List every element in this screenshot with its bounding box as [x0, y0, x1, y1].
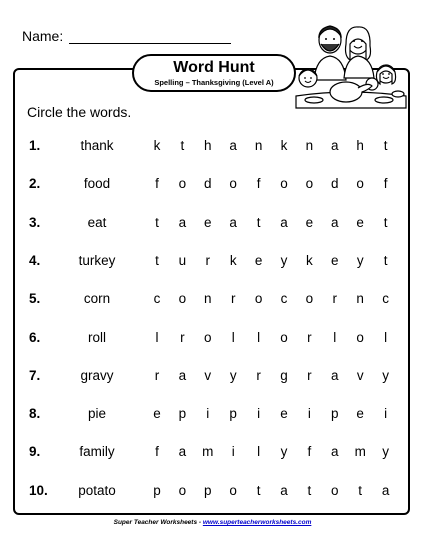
hunt-letter[interactable]: p [331, 406, 339, 422]
name-label: Name: [22, 28, 64, 44]
hunt-letter[interactable]: d [204, 176, 212, 192]
hunt-letter[interactable]: e [254, 252, 263, 268]
hunt-letter[interactable]: a [381, 482, 390, 498]
instructions: Circle the words. [27, 104, 132, 120]
target-word: roll [87, 329, 106, 345]
hunt-letter[interactable]: o [280, 329, 288, 345]
hunt-letter[interactable]: t [180, 138, 185, 153]
hunt-letter[interactable]: a [280, 482, 288, 498]
footer-url-link[interactable]: www.superteacherworksheets.com [202, 519, 312, 526]
hunt-letter[interactable]: n [356, 291, 364, 307]
hunt-letter[interactable]: o [178, 176, 187, 192]
hunt-letter[interactable]: e [204, 214, 212, 230]
target-word: pie [87, 406, 106, 422]
hunt-letter[interactable]: n [254, 138, 263, 153]
hunt-letter[interactable]: o [305, 176, 314, 192]
hunt-letter[interactable]: r [154, 367, 160, 383]
hunt-letter[interactable]: o [305, 291, 314, 307]
name-row [22, 28, 231, 44]
word-row [0, 176, 425, 196]
target-word: potato [78, 482, 116, 498]
word-row [0, 406, 425, 426]
target-word: corn [83, 291, 111, 307]
row-number: 8. [29, 406, 41, 422]
hunt-letter[interactable]: o [204, 329, 212, 345]
hunt-letter[interactable]: r [256, 367, 261, 383]
hunt-letter[interactable]: k [280, 138, 288, 153]
hunt-letter[interactable]: y [382, 444, 389, 460]
target-word: thank [80, 138, 114, 153]
hunt-letter[interactable]: l [155, 329, 159, 345]
hunt-letter[interactable]: p [153, 482, 161, 498]
hunt-letter[interactable]: m [202, 444, 214, 460]
hunt-letter[interactable]: t [383, 214, 388, 230]
hunt-letter[interactable]: a [178, 367, 187, 383]
footer-brand: Super Teacher Worksheets [113, 519, 198, 526]
hunt-letter[interactable]: t [155, 252, 159, 268]
hunt-letter[interactable]: t [383, 138, 388, 153]
target-word: eat [87, 214, 107, 230]
row-number: 4. [29, 252, 41, 268]
title-box [132, 54, 296, 92]
hunt-letter[interactable]: i [384, 406, 388, 422]
hunt-letter[interactable]: l [333, 329, 337, 345]
hunt-letter[interactable]: a [331, 367, 339, 383]
hunt-letter[interactable]: c [382, 291, 389, 307]
hunt-letter[interactable]: y [356, 252, 364, 268]
hunt-letter[interactable]: l [384, 329, 388, 345]
hunt-letter[interactable]: i [257, 406, 261, 422]
hunt-letter[interactable]: e [331, 252, 339, 268]
target-word: family [79, 444, 115, 460]
hunt-letter[interactable]: e [153, 406, 161, 422]
hunt-letter[interactable]: e [356, 214, 364, 230]
name-line [69, 29, 231, 44]
word-row [0, 253, 425, 273]
target-word: turkey [78, 252, 116, 268]
word-row [0, 444, 425, 464]
hunt-letter[interactable]: y [382, 367, 389, 383]
word-row [0, 291, 425, 311]
hunt-letter[interactable]: y [280, 252, 288, 268]
hunt-letter[interactable]: u [178, 252, 187, 268]
hunt-letter[interactable]: o [280, 176, 288, 192]
hunt-letter[interactable]: r [332, 291, 338, 307]
footer-separator: - [197, 519, 203, 526]
row-number: 9. [29, 444, 41, 460]
hunt-letter[interactable]: h [204, 138, 212, 153]
hunt-letter[interactable]: a [229, 138, 237, 153]
family-dinner-illustration [290, 18, 410, 110]
hunt-letter[interactable]: t [155, 214, 159, 230]
hunt-letter[interactable]: i [231, 444, 235, 460]
target-word: food [83, 176, 111, 192]
hunt-letter[interactable]: l [257, 329, 261, 345]
hunt-letter[interactable]: r [307, 367, 312, 383]
hunt-letter[interactable]: i [307, 406, 311, 422]
hunt-letter[interactable]: k [306, 252, 313, 268]
hunt-letter[interactable]: a [229, 214, 237, 230]
hunt-letter[interactable]: l [231, 329, 235, 345]
row-number: 5. [29, 291, 41, 307]
hunt-letter[interactable]: p [204, 482, 212, 498]
word-row [0, 368, 425, 388]
hunt-letter[interactable]: o [331, 482, 339, 498]
hunt-letter[interactable]: a [178, 214, 187, 230]
hunt-letter[interactable]: v [204, 367, 212, 383]
hunt-letter[interactable]: r [230, 291, 236, 307]
hunt-letter[interactable]: o [229, 482, 237, 498]
hunt-letter[interactable]: p [178, 406, 187, 422]
target-word: gravy [80, 367, 114, 383]
hunt-letter[interactable]: o [229, 176, 237, 192]
hunt-letter[interactable]: v [356, 367, 364, 383]
hunt-letter[interactable]: r [205, 252, 211, 268]
row-number: 1. [29, 138, 41, 153]
word-row [0, 215, 425, 235]
hunt-letter[interactable]: t [307, 482, 312, 498]
hunt-letter[interactable]: o [178, 291, 187, 307]
hunt-letter[interactable]: d [331, 176, 339, 192]
hunt-letter[interactable]: k [153, 138, 161, 153]
hunt-letter[interactable]: a [331, 444, 339, 460]
hunt-letter[interactable]: a [280, 214, 288, 230]
hunt-letter[interactable]: p [229, 406, 237, 422]
hunt-letter[interactable]: o [254, 291, 263, 307]
word-row [0, 483, 425, 503]
worksheet-title: Word Hunt [173, 59, 255, 76]
hunt-letter[interactable]: t [256, 214, 261, 230]
word-row [0, 138, 425, 158]
hunt-letter[interactable]: o [178, 482, 187, 498]
hunt-letter[interactable]: e [305, 214, 314, 230]
hunt-letter[interactable]: k [229, 252, 237, 268]
hunt-letter[interactable]: a [331, 214, 339, 230]
hunt-letter[interactable]: o [356, 176, 364, 192]
hunt-letter[interactable]: a [178, 444, 187, 460]
hunt-letter[interactable]: e [280, 406, 288, 422]
hunt-letter[interactable]: c [153, 291, 161, 307]
row-number: 10. [29, 482, 48, 498]
hunt-letter[interactable]: y [280, 444, 288, 460]
hunt-letter[interactable]: f [256, 176, 261, 192]
hunt-letter[interactable]: f [155, 176, 159, 192]
hunt-letter[interactable]: f [307, 444, 312, 460]
hunt-letter[interactable]: o [356, 329, 364, 345]
hunt-letter[interactable]: r [180, 329, 185, 345]
hunt-letter[interactable]: n [305, 138, 314, 153]
row-number: 6. [29, 329, 41, 345]
hunt-letter[interactable]: h [356, 138, 364, 153]
worksheet-subtitle: Spelling – Thanksgiving (Level A) [154, 78, 274, 87]
hunt-letter[interactable]: m [354, 444, 366, 460]
hunt-letter[interactable]: i [206, 406, 210, 422]
hunt-letter[interactable]: f [155, 444, 159, 460]
hunt-letter[interactable]: n [204, 291, 212, 307]
hunt-letter[interactable]: y [229, 367, 237, 383]
hunt-letter[interactable]: t [383, 252, 388, 268]
row-number: 2. [29, 176, 41, 192]
hunt-letter[interactable]: e [356, 406, 364, 422]
hunt-letter[interactable]: f [383, 176, 388, 192]
hunt-letter[interactable]: l [257, 444, 261, 460]
hunt-letter[interactable]: t [256, 482, 261, 498]
hunt-letter[interactable]: t [358, 482, 363, 498]
hunt-letter[interactable]: r [307, 329, 312, 345]
row-number: 3. [29, 214, 41, 230]
word-row [0, 330, 425, 350]
row-number: 7. [29, 367, 41, 383]
hunt-letter[interactable]: c [280, 291, 288, 307]
hunt-letter[interactable]: a [331, 138, 339, 153]
footer [0, 519, 425, 526]
hunt-letter[interactable]: g [280, 367, 288, 383]
